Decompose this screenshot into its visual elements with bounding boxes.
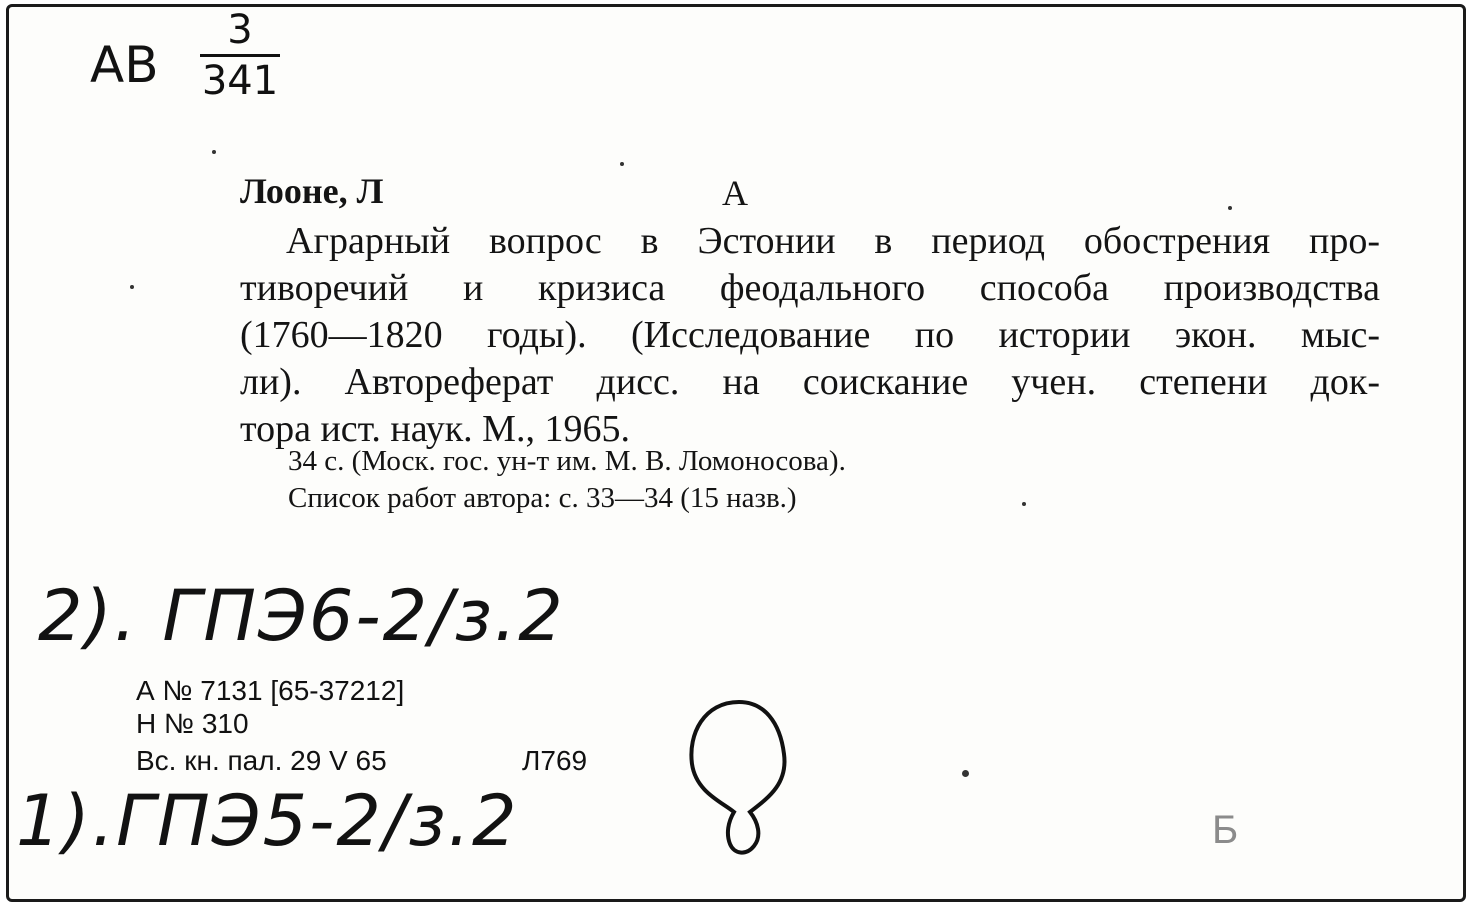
call-number-first-copy: 1).ГПЭ5-2/з.2 [16, 780, 519, 862]
scan-speck [130, 285, 134, 289]
title-line: тиворечий и кризиса феодального способа производства [240, 267, 1380, 309]
record-bibliography: Список работ автора: с. 33—34 (15 назв.) [288, 482, 797, 514]
hand-drawn-loop-mark [684, 694, 794, 864]
record-title-block [240, 218, 1380, 453]
call-number-second-copy: 2). ГПЭ6-2/з.2 [38, 575, 565, 657]
scan-speck [212, 150, 216, 154]
scan-speck [620, 162, 624, 166]
shelfmark-denominator: 341 [201, 58, 279, 104]
catalog-code: Л769 [522, 745, 588, 776]
catalog-registry: Вс. кн. пал. 29 V 65 [136, 745, 387, 776]
shelfmark-fraction [200, 7, 280, 104]
scan-speck [962, 770, 969, 777]
shelfmark-prefix: AB [90, 36, 159, 94]
title-line: ли). Автореферат дисс. на соискание учен. степени док- [240, 361, 1380, 403]
faded-corner-mark: Б [1212, 808, 1242, 852]
fraction-bar [200, 54, 280, 57]
shelfmark-numerator: 3 [227, 7, 253, 53]
record-pages-publisher: 34 с. (Моск. гос. ун-т им. М. В. Ломоносова). [288, 445, 846, 477]
title-line: (1760—1820 годы). (Исследование по истории экон. мыс- [240, 314, 1380, 356]
record-author-letter: А [722, 173, 748, 213]
scan-speck [1022, 502, 1026, 506]
record-author: Лооне, Л [240, 171, 384, 211]
title-line: Аграрный вопрос в Эстонии в период обострения про- [286, 220, 1380, 262]
catalog-accession: А № 7131 [65-37212] [136, 675, 405, 706]
catalog-number: Н № 310 [136, 708, 249, 739]
title-line: тора ист. наук. М., 1965. [240, 408, 630, 450]
scan-speck [1228, 206, 1232, 210]
